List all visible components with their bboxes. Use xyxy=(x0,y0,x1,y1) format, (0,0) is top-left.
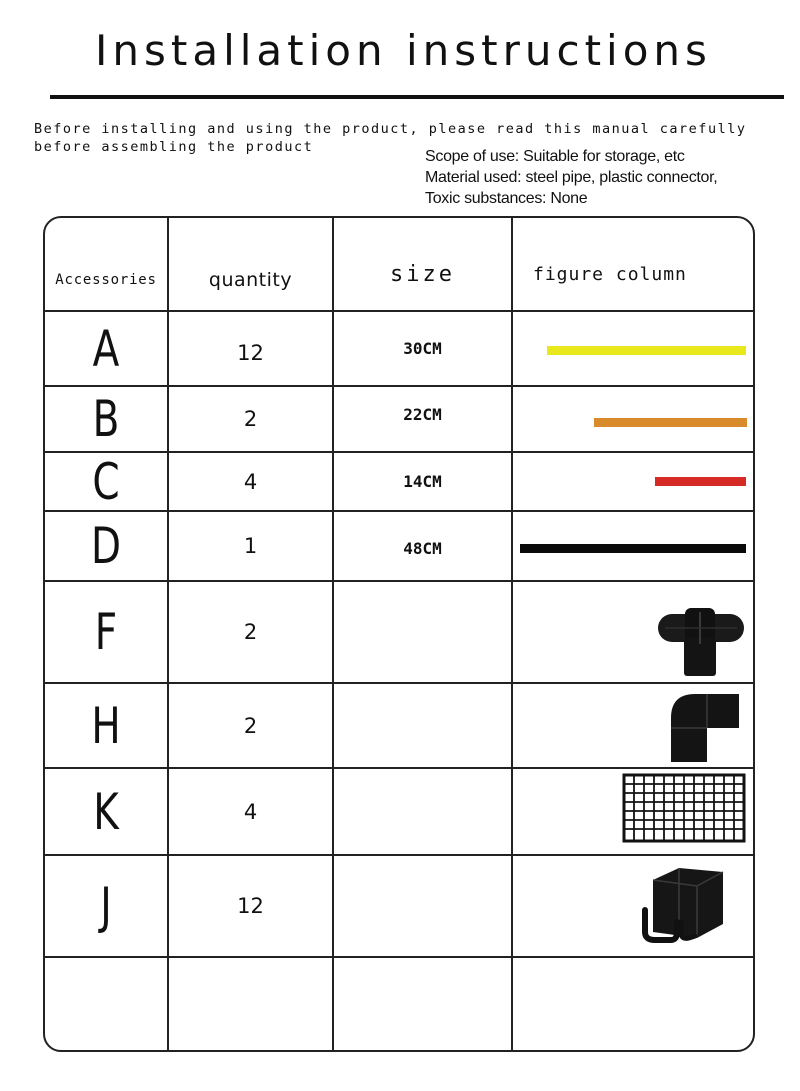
title-divider xyxy=(50,95,784,99)
row-size: 48CM xyxy=(403,538,442,558)
intro-line-2: before assembling the product xyxy=(34,139,314,155)
orange-tube xyxy=(594,418,747,427)
t-connector-icon xyxy=(655,606,747,678)
column-divider xyxy=(511,218,513,1050)
wire-grid-panel-icon xyxy=(621,772,747,844)
row-size xyxy=(334,582,511,682)
row-letter: F xyxy=(94,603,118,661)
scope-of-use: Scope of use: Suitable for storage, etc xyxy=(425,148,685,165)
row-divider xyxy=(45,956,753,958)
row-size xyxy=(334,769,511,854)
row-size: 30CM xyxy=(403,339,442,358)
row-letter: B xyxy=(92,390,120,448)
toxic-substances: Toxic substances: None xyxy=(425,190,588,207)
accessories-table xyxy=(43,216,755,1052)
row-size: 14CM xyxy=(403,472,442,491)
elbow-connector-icon xyxy=(667,690,741,762)
material-used: Material used: steel pipe, plastic connector, xyxy=(425,169,718,186)
row-quantity: 1 xyxy=(243,534,258,558)
row-size xyxy=(334,684,511,767)
row-quantity: 4 xyxy=(243,469,258,494)
row-size: 22CM xyxy=(403,404,442,424)
page-title: Installation instructions xyxy=(95,26,712,75)
header-figure-column: figure column xyxy=(533,263,687,285)
row-letter: C xyxy=(92,452,120,511)
row-size xyxy=(334,856,511,956)
header-accessories: Accessories xyxy=(55,272,157,288)
row-quantity: 4 xyxy=(243,799,258,824)
red-tube xyxy=(655,477,746,486)
black-tube xyxy=(520,544,746,553)
row-letter: J xyxy=(100,877,112,935)
row-letter: A xyxy=(92,319,120,378)
hook-icon xyxy=(631,866,731,946)
yellow-tube xyxy=(547,346,746,355)
row-quantity: 2 xyxy=(243,407,258,431)
row-letter: H xyxy=(91,696,121,755)
row-quantity: 2 xyxy=(243,713,258,738)
row-letter: D xyxy=(90,517,122,575)
row-quantity: 12 xyxy=(237,340,264,365)
product-info xyxy=(425,146,717,209)
header-quantity: quantity xyxy=(208,269,293,291)
row-letter: K xyxy=(93,782,119,841)
intro-line-1: Before installing and using the product, please read this manual carefully xyxy=(34,121,747,137)
row-quantity: 12 xyxy=(237,894,264,918)
row-quantity: 2 xyxy=(243,620,258,644)
header-size: size xyxy=(390,261,455,287)
